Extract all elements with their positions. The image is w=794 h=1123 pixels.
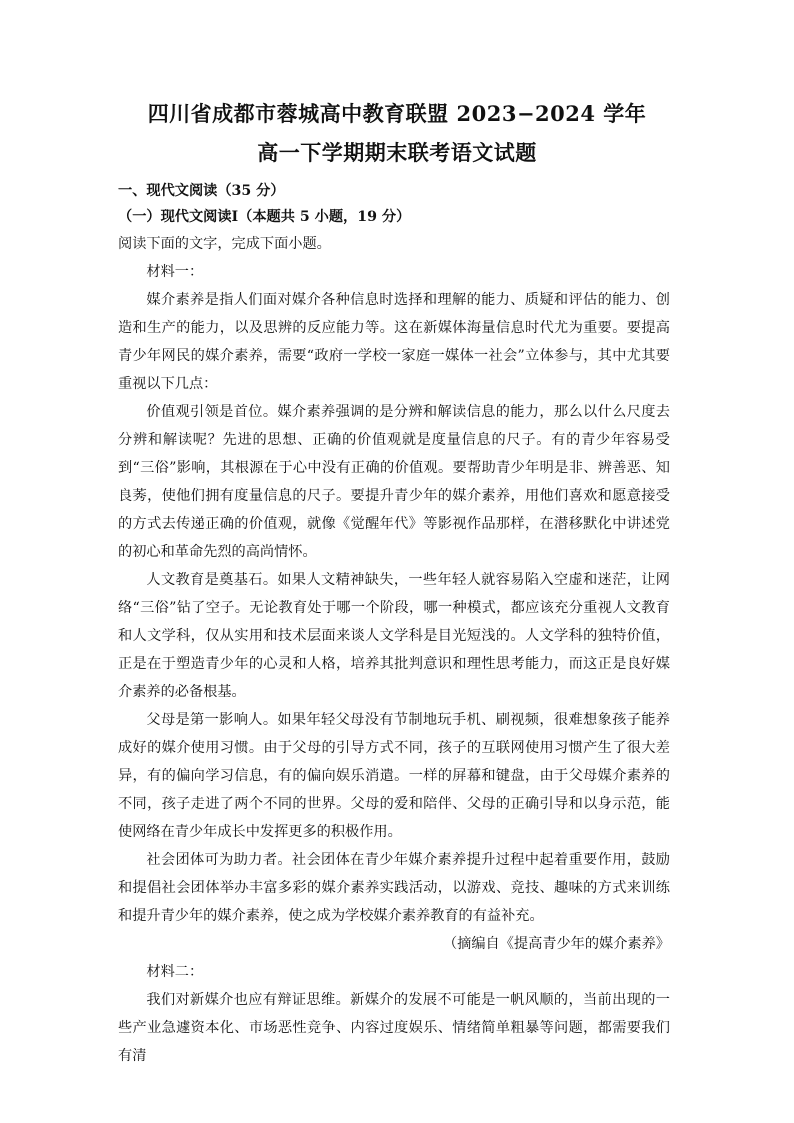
document-body bbox=[118, 178, 670, 1070]
document-title-line1: 四川省成都市蓉城高中教育联盟 2023−2024 学年 bbox=[147, 101, 647, 126]
subsection-heading: （一）现代文阅读Ⅰ（本题共 5 小题，19 分） bbox=[118, 209, 411, 225]
paragraph: 社会团体可为助力者。社会团体在青少年媒介素养提升过程中起着重要作用，鼓励和提倡社会团体举办丰富多彩的媒介素养实践活动，以游戏、竞技、趣味的方式来训练和提升青少年的媒介素养，使之成为学校媒介素养教育的有益补充。 bbox=[118, 852, 670, 924]
paragraph: 我们对新媒介也应有辩证思维。新媒介的发展不可能是一帆风顺的，当前出现的一些产业急遽资本化、市场恶性竞争、内容过度娱乐、情绪简单粗暴等问题，都需要我们有清 bbox=[118, 992, 670, 1064]
paragraph: 父母是第一影响人。如果年轻父母没有节制地玩手机、刷视频，很难想象孩子能养成好的媒介使用习惯。由于父母的引导方式不同，孩子的互联网使用习惯产生了很大差异，有的偏向学习信息，有的偏向娱乐消遣。一样的屏幕和键盘，由于父母媒介素养的不同，孩子走进了两个不同的世界。父母的爱和陪伴、父母的正确引导和以身示范，能使网络在青少年成长中发挥更多的积极作用。 bbox=[118, 712, 670, 840]
section-heading: 一、现代文阅读（35 分） bbox=[118, 183, 285, 199]
source-citation: （摘编自《提高青少年的媒介素养》 bbox=[442, 936, 670, 952]
material2-label: 材料二： bbox=[146, 964, 204, 980]
material1-label: 材料一： bbox=[146, 264, 204, 280]
paragraph: 人文教育是奠基石。如果人文精神缺失，一些年轻人就容易陷入空虚和迷茫，让网络“三俗”钻了空子。无论教育处于哪一个阶段，哪一种模式，都应该充分重视人文教育和人文学科，仅从实用和技术层面来谈人文学科是目光短浅的。人文学科的独特价值，正是在于塑造青少年的心灵和人格，培养其批判意识和理性思考能力，而这正是良好媒介素养的必备根基。 bbox=[118, 572, 670, 700]
paragraph: 媒介素养是指人们面对媒介各种信息时选择和理解的能力、质疑和评估的能力、创造和生产的能力，以及思辨的反应能力等。这在新媒体海量信息时代尤为重要。要提高青少年网民的媒介素养，需要“政府一学校一家庭一媒体一社会”立体参与，其中尤其要重视以下几点： bbox=[118, 292, 670, 392]
document-title-line2: 高一下学期期末联考语文试题 bbox=[257, 140, 537, 165]
paragraph: 价值观引领是首位。媒介素养强调的是分辨和解读信息的能力，那么以什么尺度去分辨和解读呢？先进的思想、正确的价值观就是度量信息的尺子。有的青少年容易受到“三俗”影响，其根源在于心中没有正确的价值观。要帮助青少年明是非、辨善恶、知良莠，使他们拥有度量信息的尺子。要提升青少年的媒介素养，用他们喜欢和愿意接受的方式去传递正确的价值观，就像《觉醒年代》等影视作品那样，在潜移默化中讲述党的初心和革命先烈的高尚情怀。 bbox=[118, 404, 670, 560]
instruction-text: 阅读下面的文字，完成下面小题。 bbox=[118, 236, 331, 252]
